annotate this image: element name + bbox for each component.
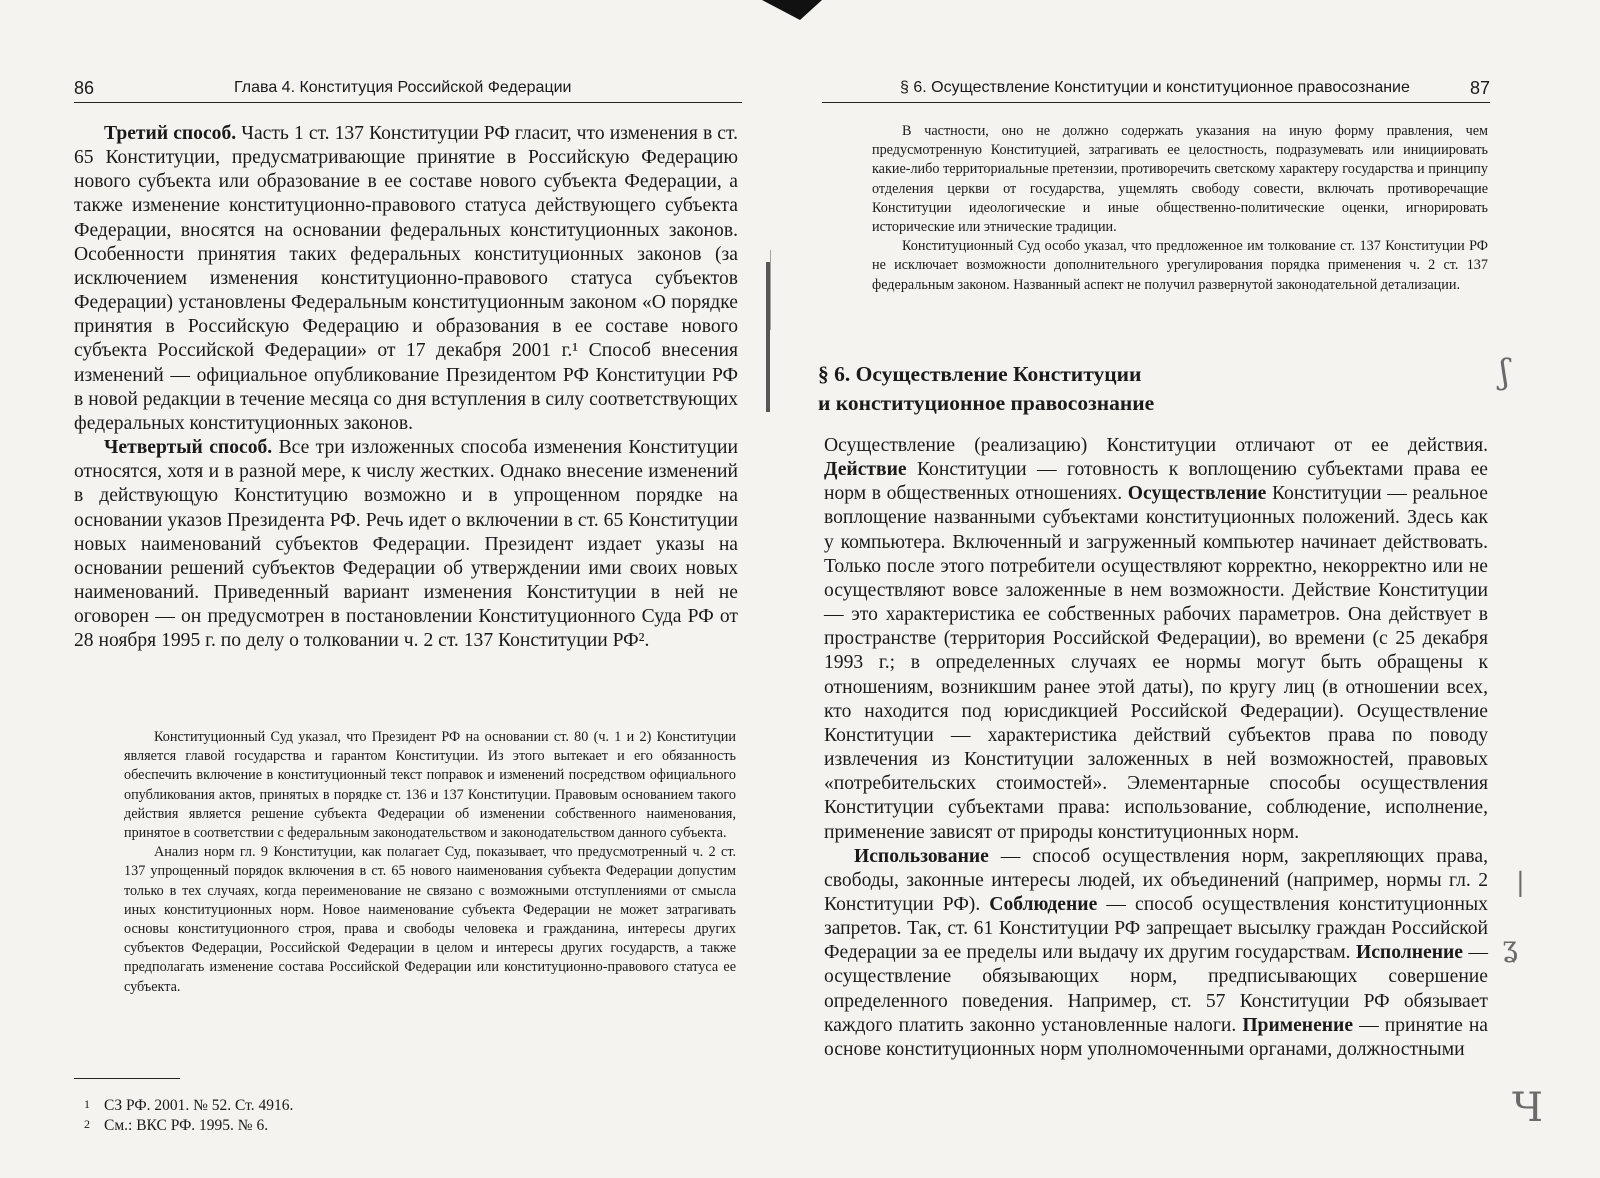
paragraph-text: Все три изложенных способа изменения Конституции относятся, хотя и в разной мере, к числу жестких. Однако внесение изменений в действующую Конституцию возможно и в упрощенном порядке на основании указов Президента РФ. Речь идет о включении в ст. 65 Конституции новых наименований субъектов Федерации. Президент издает указы на основании решений субъектов Федерации об утверждении ими своих новых наименований. Приведенный вариант изменения Конституции в ней не оговорен — он предусмотрен в постановлении Конституционного Суда РФ от 28 ноября 1995 г. по делу о толковании ч. 2 ст. 137 Конституции РФ². xyxy=(74,437,738,652)
paragraph-lead: Четвертый способ. xyxy=(104,437,273,459)
main-text xyxy=(74,122,738,653)
term-bold: Осуществление xyxy=(1127,483,1267,505)
pencil-mark: ʓ xyxy=(1502,930,1518,963)
paragraph-text: Конституции — реальное воплощение названными субъектами конституционных положений. Здесь как у компьютера. Включенный и загруженный компьютер начинает действовать. Только после этого потребители осуществляют корректно, некорректно или не осуществляют вовсе заложенные в нем возможности. Действие Конституции — это характеристика ее собственных рабочих параметров. Она действует в пространстве (территория Российской Федерации), во времени (с 25 декабря 1993 г.; в определенных случаях ее нормы могут быть обращены к отношениям, возникшим ранее этой даты), по кругу лиц (в отношении всех, кто находится под юрисдикцией Российской Федерации). Осуществление Конституции — характеристика действий субъектов права по поводу извлечения из Конституции заложенных в ней возможностей, правовых «потребительских стоимостей». Элементарные способы осуществления Конституции субъектами права: использование, соблюдение, исполнение, применение зависят от природы конституционных норм. xyxy=(824,483,1488,843)
footnotes xyxy=(84,1096,504,1136)
paragraph-lead: Третий способ. xyxy=(104,123,237,144)
paragraph-text: — способ осуществления норм, закрепляющих права, свободы, законные интересы людей, их объединений (например, нормы гл. 2 Конституции РФ). xyxy=(824,845,1488,915)
page-number: 86 xyxy=(74,78,95,98)
paragraph-text: — осуществление обязывающих норм, предписывающих совершение определенного поведения. Например, ст. 57 Конституции РФ обязывает каждого платить законно установленные налоги. xyxy=(824,942,1489,1036)
right-page xyxy=(800,0,1600,1178)
footnote xyxy=(84,1096,504,1116)
paragraph xyxy=(74,122,738,436)
section-heading xyxy=(818,360,1418,418)
running-head-title: § 6. Осуществление Конституции и конституционное правосознание xyxy=(900,79,1410,96)
paragraph-text: Осуществление (реализацию) Конституции отличают от ее действия. xyxy=(824,435,1488,456)
paragraph-text: Часть 1 ст. 137 Конституции РФ гласит, что изменения в ст. 65 Конституции, предусматривающие принятие в Российскую Федерацию нового субъекта или образование в ее составе нового субъекта Федерации, а также изменение конституционно-правового статуса действующего субъекта Федерации, вносятся на основании федеральных конституционных законов. Особенности принятия таких федеральных конституционных законов (за исключением изменения конституционно-правового статуса субъектов Федерации) установлены Федеральным конституционным законом «О порядке принятия в Российскую Федерацию и образования в ее составе нового субъекта Российской Федерации» от 17 декабря 2001 г.¹ Способ внесения изменений — официальное опубликование Президентом РФ Конституции РФ в новой редакции в течение месяца со дня вступления в силу соответствующих федеральных конституционных законов. xyxy=(74,123,738,434)
footnote-text: СЗ РФ. 2001. № 52. Ст. 4916. xyxy=(104,1097,294,1114)
small-print-note xyxy=(872,122,1488,295)
footnote xyxy=(84,1116,504,1136)
paragraph-text: — принятие на основе конституционных норм уполномоченными органами, должностными xyxy=(824,1014,1489,1060)
paragraph xyxy=(824,434,1488,845)
paragraph-text: Конституции — готовность к воплощению субъектами права ее норм в общественных отношениях. xyxy=(824,459,1488,505)
footnote-rule xyxy=(74,1078,180,1079)
main-text xyxy=(824,434,1488,1062)
term-bold: Действие xyxy=(824,459,907,481)
footnote-number: 1 xyxy=(84,1097,90,1111)
note-paragraph: Анализ норм гл. 9 Конституции, как полагает Суд, показывает, что предусмотренный ч. 2 ст. 137 упрощенный порядок включения в ст. 65 нового наименования субъекта Федерации допустим только в тех случаях, когда переименование не связано с возможными отступлениями от смысла иных конституционных норм. Новое наименование субъекта Федерации не может затрагивать основы конституционного строя, права и свободы человека и гражданина, интересы других субъектов Федерации, Российской Федерации в целом и интересы других государств, а также предполагать изменение состава Российской Федерации или конституционно-правового статуса ее субъекта. xyxy=(124,844,736,995)
term-bold: Применение xyxy=(1242,1014,1354,1036)
term-bold: Исполнение xyxy=(1355,942,1464,964)
section-heading-line: и конституционное правосознание xyxy=(818,391,1155,415)
footnote-number: 2 xyxy=(84,1117,90,1131)
term-bold: Использование xyxy=(854,845,989,867)
term-bold: Соблюдение xyxy=(989,893,1098,915)
running-head-right xyxy=(822,76,1490,103)
paragraph-text: — способ осуществления конституционных запретов. Так, ст. 61 Конституции РФ запрещает высылку граждан Российской Федерации за ее пределы или выдачу их другим государствам. xyxy=(824,893,1488,964)
note-paragraph: В частности, оно не должно содержать указания на иную форму правления, чем предусмотренную Конституцией, затрагивать ее целостность, подразумевать или инициировать какие-либо территориальные претензии, противоречить светскому характеру государства и принципу отделения церкви от государства, ущемлять свободу совести, включать противоречащие Конституции идеологические и иные общественно-политические оценки, игнорировать исторические или этнические традиции. xyxy=(872,123,1488,236)
footnote-text: См.: ВКС РФ. 1995. № 6. xyxy=(104,1117,269,1134)
note-paragraph: Конституционный Суд особо указал, что предложенное им толкование ст. 137 Конституции РФ не исключает возможности дополнительного урегулирования порядка применения ч. 2 ст. 137 федеральным законом. Названный аспект не получил развернутой законодательной детализации. xyxy=(872,238,1488,293)
paragraph xyxy=(824,845,1488,1062)
running-head-title: Глава 4. Конституция Российской Федерации xyxy=(234,79,572,96)
pencil-mark: | xyxy=(1516,868,1525,898)
pencil-mark: ʃ xyxy=(1500,352,1510,392)
running-head-left xyxy=(74,76,742,103)
page-number: 87 xyxy=(1469,78,1490,98)
note-paragraph: Конституционный Суд указал, что Президент РФ на основании ст. 80 (ч. 1 и 2) Конституции является главой государства и гарантом Конституции. Из этого вытекает и его обязанность обеспечить включение в конституционный текст поправок и изменений посредством официального опубликования актов, принятых в порядке ст. 136 и 137 Конституции. Правовым основанием такого действия является решение субъекта Федерации об изменении собственного наименования, принятое в соответствии с федеральным законодательством и законодательством данного субъекта. xyxy=(124,729,736,842)
paragraph xyxy=(74,436,738,653)
pencil-mark: Ч xyxy=(1512,1085,1543,1131)
small-print-note xyxy=(124,728,736,997)
section-heading-line: § 6. Осуществление Конституции xyxy=(818,362,1142,386)
